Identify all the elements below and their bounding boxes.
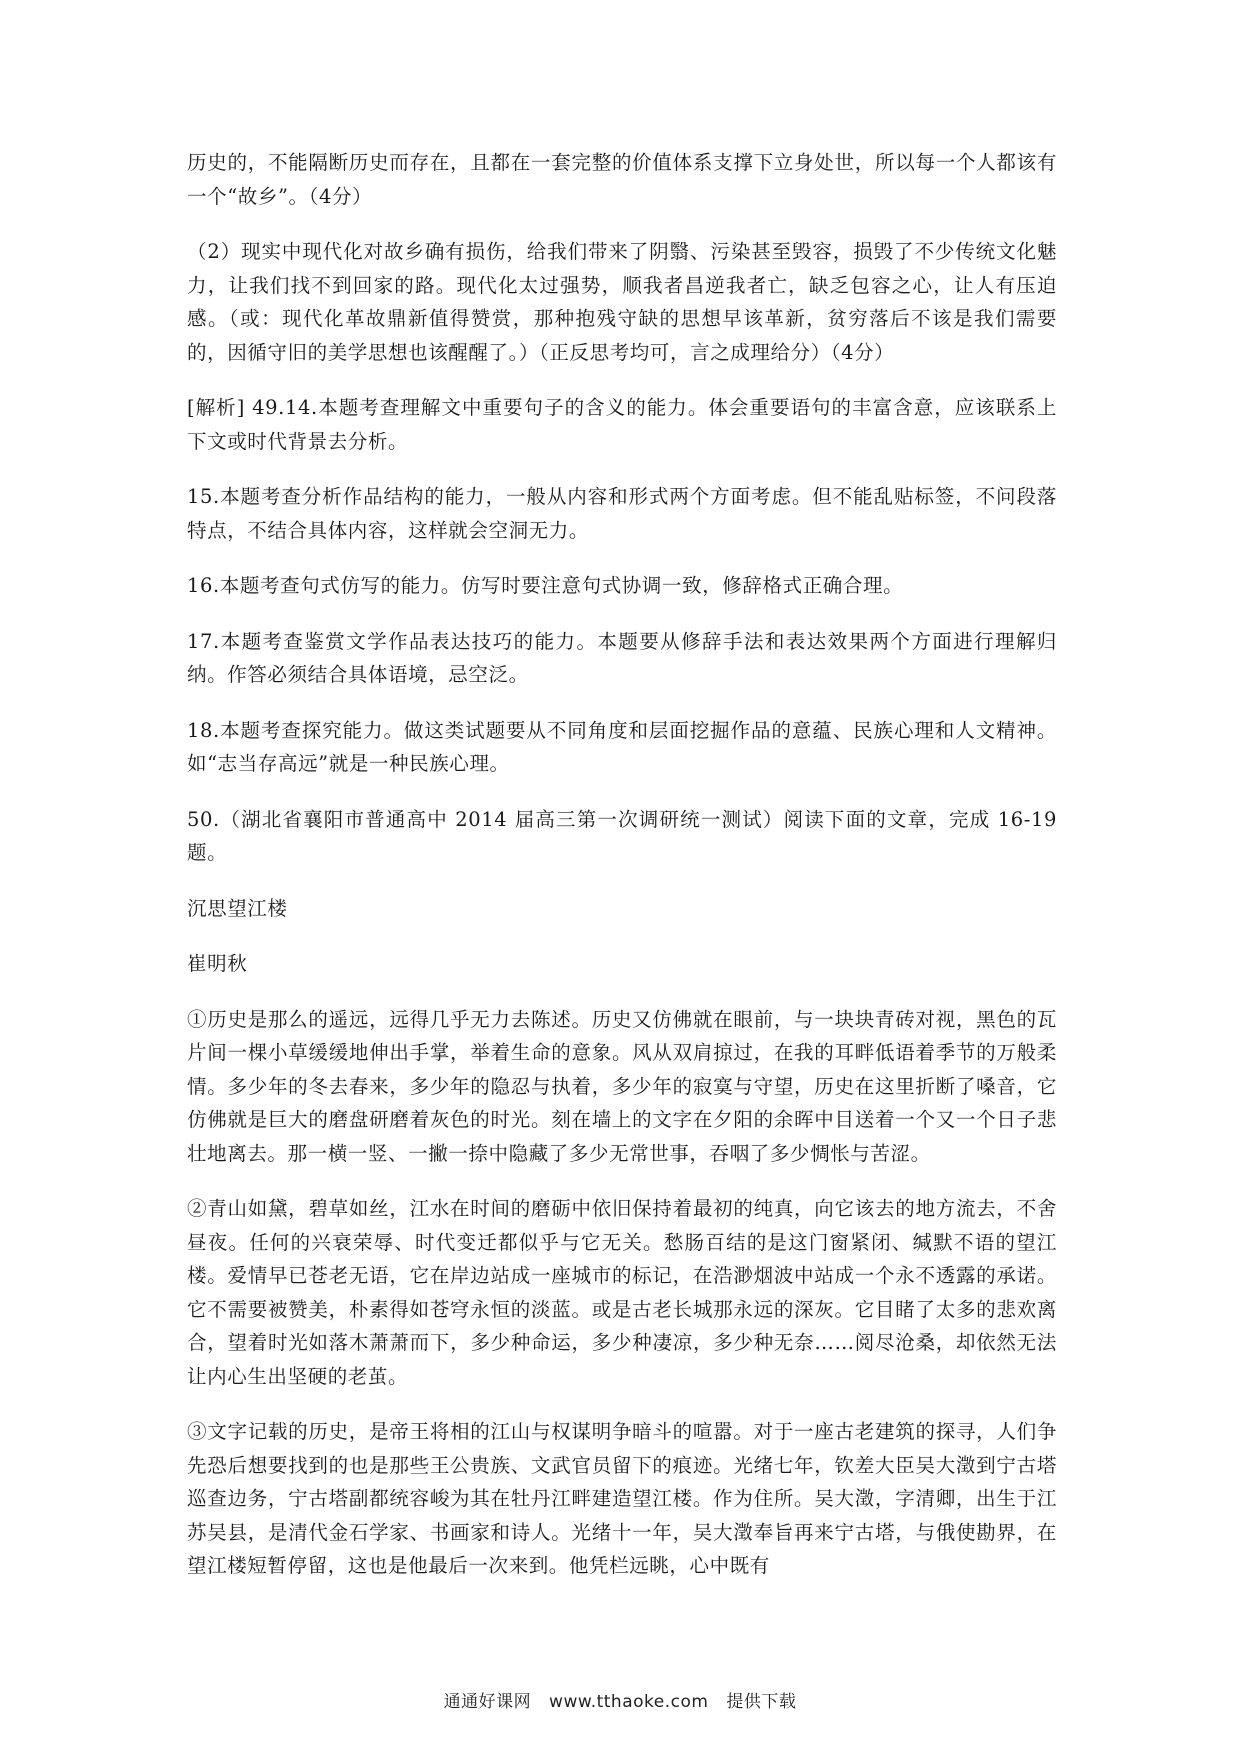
analysis-paragraph-18: 18.本题考查探究能力。做这类试题要从不同角度和层面挖掘作品的意蕴、民族心理和人文精神。如“志当存高远”就是一种民族心理。	[187, 718, 1057, 775]
analysis-paragraph-14: [解析] 49.14.本题考查理解文中重要句子的含义的能力。体会重要语句的丰富含意，应该联系上下文或时代背景去分析。	[187, 396, 1057, 453]
footer-url[interactable]: www.tthaoke.com	[549, 1692, 709, 1712]
analysis-paragraph-16: 16.本题考查句式仿写的能力。仿写时要注意句式协调一致，修辞格式正确合理。	[187, 574, 904, 597]
page-footer	[0, 1690, 1240, 1714]
answer-paragraph-1: 历史的，不能隔断历史而存在，且都在一套完整的价值体系支撑下立身处世，所以每一个人都该有一个“故乡”。（4分）	[187, 151, 1057, 208]
question-50-intro: 50.（湖北省襄阳市普通高中 2014 届高三第一次调研统一测试）阅读下面的文章，完成 16-19 题。	[187, 807, 1057, 864]
footer-note: 提供下载	[726, 1692, 797, 1712]
answer-paragraph-2: （2）现实中现代化对故乡确有损伤，给我们带来了阴翳、污染甚至毁容，损毁了不少传统文化魅力，让我们找不到回家的路。现代化太过强势，顺我者昌逆我者亡，缺乏包容之心，让人有压迫感。（或：现代化革故鼎新值得赞赏，那种抱残守缺的思想早该革新，贫穷落后不该是我们需要的，因循守旧的美学思想也该醒醒了。）（正反思考均可，言之成理给分）（4分）	[187, 240, 1057, 364]
footer-site-name: 通通好课网	[443, 1692, 532, 1712]
article-author: 崔明秋	[187, 952, 248, 975]
analysis-paragraph-17: 17.本题考查鉴赏文学作品表达技巧的能力。本题要从修辞手法和表达效果两个方面进行理解归纳。作答必须结合具体语境，忌空泛。	[187, 629, 1057, 686]
document-body	[187, 146, 1057, 1605]
article-paragraph-1: ①历史是那么的遥远，远得几乎无力去陈述。历史又仿佛就在眼前，与一块块青砖对视，黑色的瓦片间一棵小草缓缓地伸出手掌，举着生命的意象。风从双肩掠过，在我的耳畔低语着季节的万般柔情。多少年的冬去春来，多少年的隐忍与执着，多少年的寂寞与守望，历史在这里折断了嗓音，它仿佛就是巨大的磨盘研磨着灰色的时光。刻在墙上的文字在夕阳的余晖中目送着一个又一个日子悲壮地离去。那一横一竖、一撇一捺中隐藏了多少无常世事，吞咽了多少惆怅与苦涩。	[187, 1007, 1057, 1165]
article-paragraph-2: ②青山如黛，碧草如丝，江水在时间的磨砺中依旧保持着最初的纯真，向它该去的地方流去，不舍昼夜。任何的兴衰荣辱、时代变迁都似乎与它无关。愁肠百结的是这门窗紧闭、缄默不语的望江楼。爱情早已苍老无语，它在岸边站成一座城市的标记，在浩渺烟波中站成一个永不透露的承诺。它不需要被赞美，朴素得如苍穹永恒的淡蓝。或是古老长城那永远的深灰。它目睹了太多的悲欢离合，望着时光如落木萧萧而下，多少种命运，多少种凄凉，多少种无奈……阅尽沧桑，却依然无法让内心生出坚硬的老茧。	[187, 1197, 1057, 1388]
article-title: 沉思望江楼	[187, 896, 288, 920]
article-paragraph-3: ③文字记载的历史，是帝王将相的江山与权谋明争暗斗的喧嚣。对于一座古老建筑的探寻，人们争先恐后想要找到的也是那些王公贵族、文武官员留下的痕迹。光绪七年，钦差大臣吴大澂到宁古塔巡查边务，宁古塔副都统容峻为其在牡丹江畔建造望江楼。作为住所。吴大澂，字清卿，出生于江苏吴县，是清代金石学家、书画家和诗人。光绪十一年，吴大澂奉旨再来宁古塔，与俄使勘界，在望江楼短暂停留，这也是他最后一次来到。他凭栏远眺，心中既有	[187, 1420, 1057, 1577]
analysis-paragraph-15: 15.本题考查分析作品结构的能力，一般从内容和形式两个方面考虑。但不能乱贴标签，不问段落特点，不结合具体内容，这样就会空洞无力。	[187, 485, 1057, 542]
